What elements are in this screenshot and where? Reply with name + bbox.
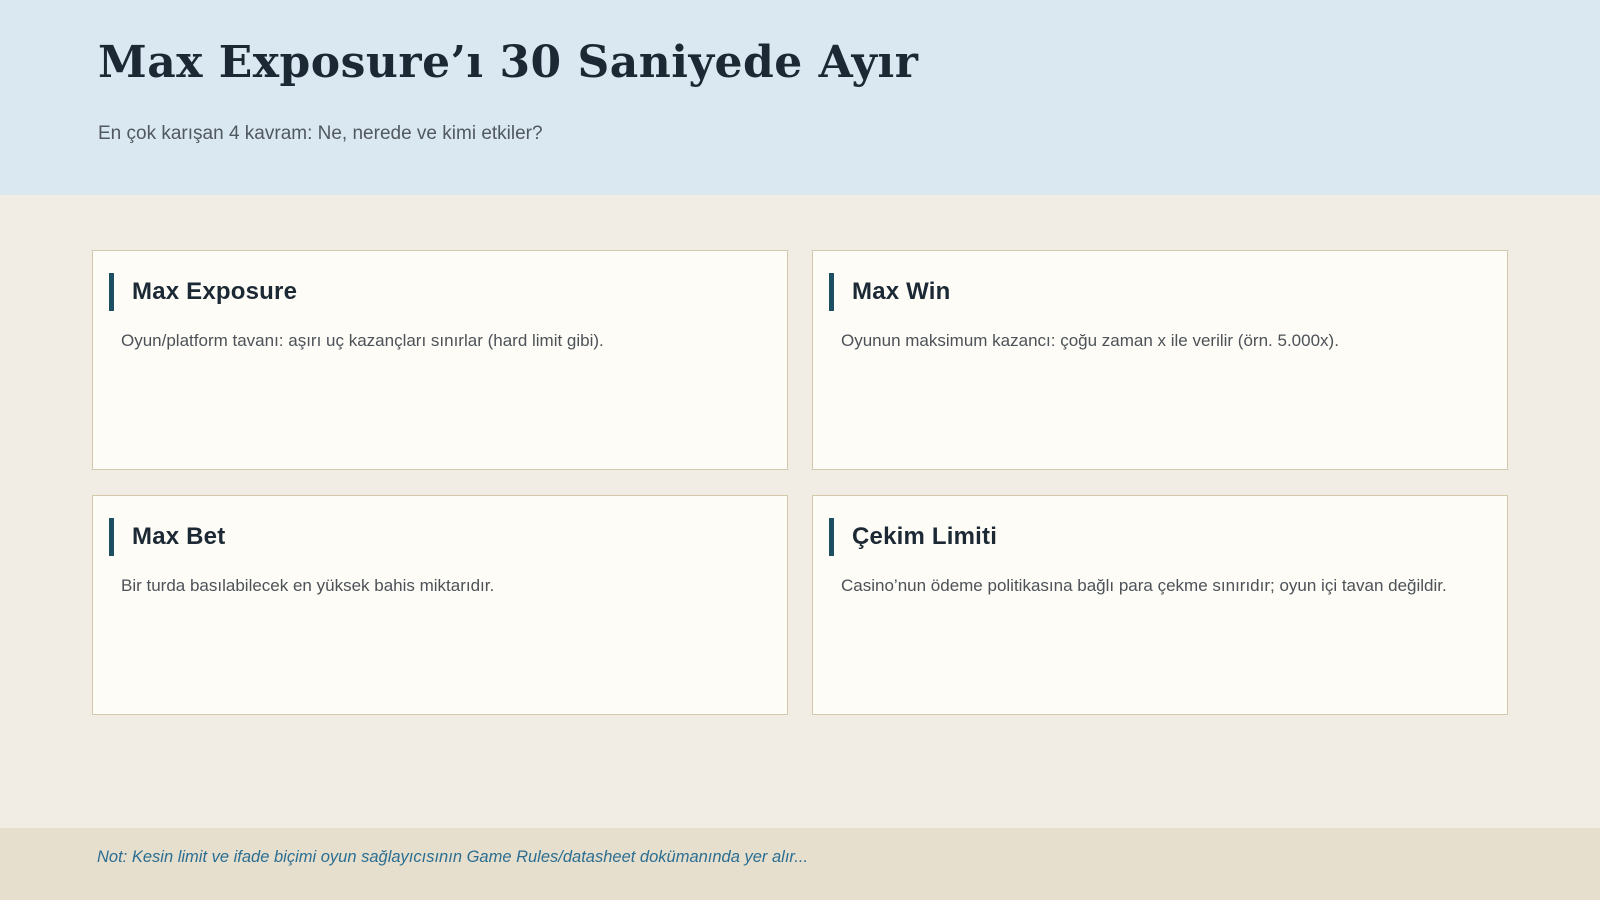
page-footer	[0, 828, 1600, 900]
card-max-win	[812, 250, 1508, 470]
card-title: Max Exposure	[132, 278, 298, 305]
card-description: Casino’nun ödeme politikasına bağlı para çekme sınırıdır; oyun içi tavan değildir.	[841, 576, 1447, 595]
card-header	[109, 518, 763, 556]
accent-bar	[829, 518, 834, 556]
card-header	[109, 273, 763, 311]
card-description: Oyun/platform tavanı: aşırı uç kazançları sınırlar (hard limit gibi).	[121, 331, 604, 350]
accent-bar	[829, 273, 834, 311]
card-description: Bir turda basılabilecek en yüksek bahis miktarıdır.	[121, 576, 495, 595]
card-cekim-limiti	[812, 495, 1508, 715]
card-description: Oyunun maksimum kazancı: çoğu zaman x ile verilir (örn. 5.000x).	[841, 331, 1339, 350]
card-title: Max Win	[852, 278, 951, 305]
main-content	[0, 195, 1600, 828]
page-header	[0, 0, 1600, 195]
page-subtitle: En çok karışan 4 kavram: Ne, nerede ve kimi etkiler?	[98, 122, 543, 144]
card-title: Çekim Limiti	[852, 523, 998, 550]
card-header	[829, 518, 1483, 556]
page-title: Max Exposure’ı 30 Saniyede Ayır	[98, 37, 919, 88]
card-grid	[92, 250, 1508, 715]
card-max-exposure	[92, 250, 788, 470]
card-header	[829, 273, 1483, 311]
footer-note: Not: Kesin limit ve ifade biçimi oyun sağlayıcısının Game Rules/datasheet dokümanında yer alır...	[97, 848, 809, 866]
card-title: Max Bet	[132, 523, 226, 550]
accent-bar	[109, 518, 114, 556]
accent-bar	[109, 273, 114, 311]
card-max-bet	[92, 495, 788, 715]
